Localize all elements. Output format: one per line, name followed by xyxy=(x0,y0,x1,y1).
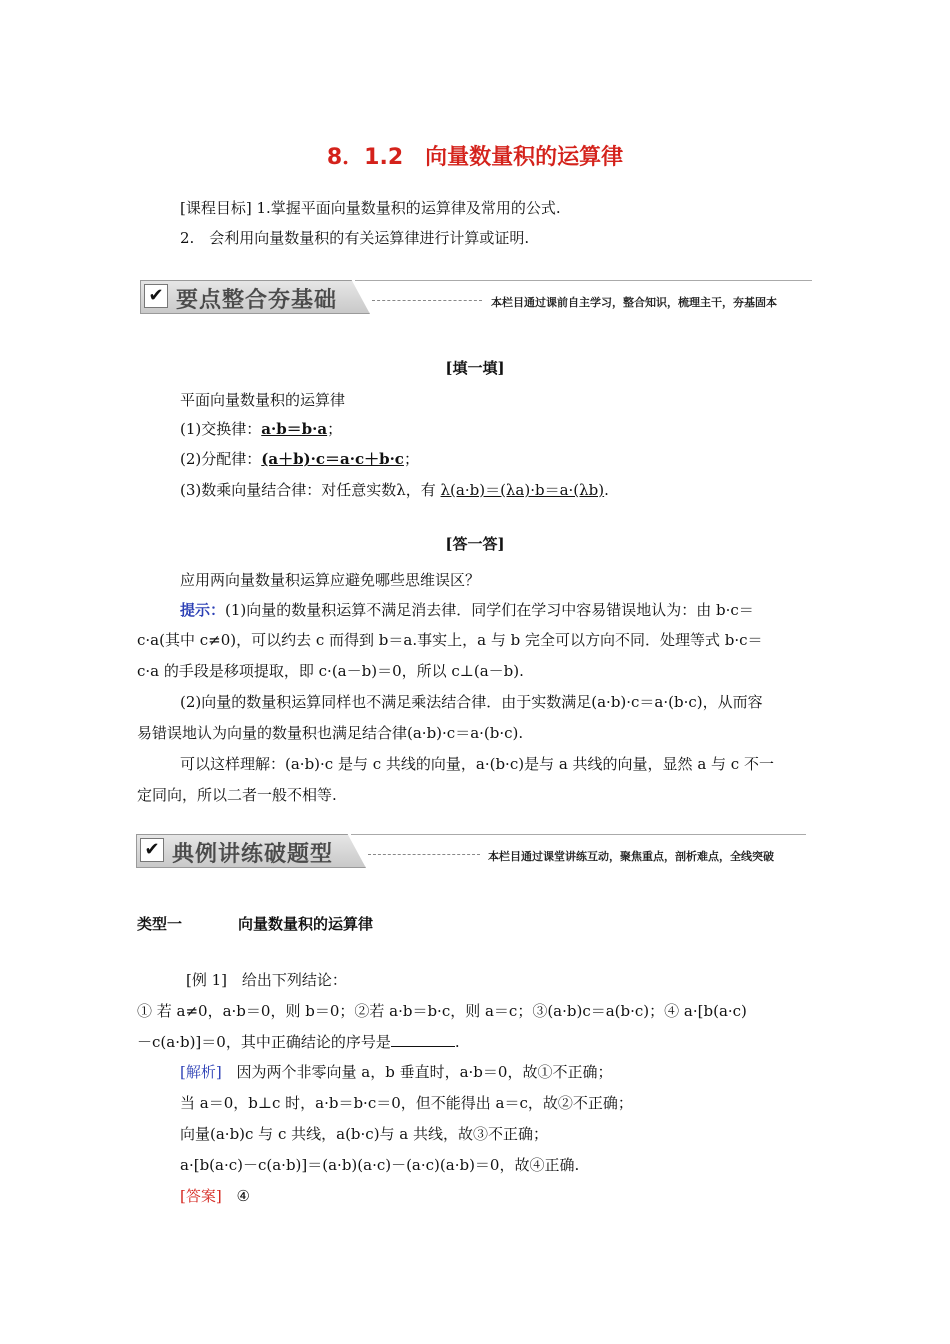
example-line-1: ① 若 a≠0，a·b＝0，则 b＝0；②若 a·b＝b·c，则 a＝c；③(a·b)c＝a(b·c)；④ a·[b(a·c) xyxy=(137,1002,747,1020)
banner-top-rule xyxy=(351,834,806,835)
objectives-line-1 xyxy=(180,198,561,218)
hint-line-3: c·a 的手段是移项提取，即 c·(a－b)＝0，所以 c⊥(a－b). xyxy=(137,662,524,680)
law-scalar-associative xyxy=(180,480,609,500)
fill-heading: [填一填] xyxy=(445,359,505,377)
law3-label: (3)数乘向量结合律：对任意实数λ，有 xyxy=(180,481,436,499)
law2-label: (2)分配律： xyxy=(180,450,262,468)
section-banner-basics xyxy=(140,280,812,314)
law3-formula: λ(a·b)＝(λa)·b＝a·(λb) xyxy=(440,481,605,499)
law1-formula: a·b＝b·a xyxy=(261,420,328,438)
hint-line-2: c·a(其中 c≠0)，可以约去 c 而得到 b＝a.事实上，a 与 b 完全可以方向不同．处理等式 b·c＝ xyxy=(137,631,763,649)
example-line-2 xyxy=(137,1032,460,1052)
check-icon: ✔ xyxy=(140,838,164,862)
hint-line-7: 定同向，所以二者一般不相等. xyxy=(137,786,337,804)
example-intro xyxy=(186,970,347,990)
law-distributive xyxy=(180,449,419,469)
law3-end: . xyxy=(604,481,609,499)
law2-end: ； xyxy=(403,450,419,468)
answer-tag: [答案] xyxy=(180,1187,222,1205)
solution-tag: [解析] xyxy=(180,1063,222,1081)
hint-line-6: 可以这样理解：(a·b)·c 是与 c 共线的向量，a·(b·c)是与 a 共线的向量，显然 a 与 c 不一 xyxy=(180,755,774,773)
law2-formula: (a＋b)·c＝a·c＋b·c xyxy=(261,450,404,468)
hint-line-1 xyxy=(180,600,754,620)
hint-line-5: 易错误地认为向量的数量积也满足结合律(a·b)·c＝a·(b·c). xyxy=(137,724,524,742)
solution-line-4: a·[b(a·c)－c(a·b)]＝(a·b)(a·c)－(a·c)(a·b)＝0，故④正确. xyxy=(180,1156,580,1174)
fill-subheading: 平面向量数量积的运算律 xyxy=(180,391,346,409)
law1-label: (1)交换律： xyxy=(180,420,262,438)
answer-blank xyxy=(391,1032,455,1047)
example-line2-end: . xyxy=(454,1033,460,1051)
section-label: 典例讲练破题型 xyxy=(172,842,334,867)
section-banner-examples xyxy=(136,834,808,868)
answer-question: 应用两向量数量积运算应避免哪些思维误区？ xyxy=(180,571,481,589)
banner-dash-rule xyxy=(368,854,480,855)
example-tag: [例 1] xyxy=(186,971,228,989)
hint1-text-1: (1)向量的数量积运算不满足消去律．同学们在学习中容易错误地认为：由 b·c＝ xyxy=(225,601,754,619)
type-label: 类型一 xyxy=(137,915,183,933)
hint-line-4: (2)向量的数量积运算同样也不满足乘法结合律．由于实数满足(a·b)·c＝a·(b·c)，从而容 xyxy=(180,693,763,711)
section-label: 要点整合夯基础 xyxy=(176,288,338,313)
example-text: 给出下列结论： xyxy=(241,971,347,989)
objectives-tag: [课程目标] xyxy=(180,199,252,217)
objective-1: 1.掌握平面向量数量积的运算律及常用的公式. xyxy=(256,199,561,217)
objective-2: 2. 会利用向量数量积的有关运算律进行计算或证明. xyxy=(180,229,530,247)
answer-value: ④ xyxy=(236,1187,250,1205)
solution-text-1: 因为两个非零向量 a，b 垂直时，a·b＝0，故①不正确； xyxy=(236,1063,613,1081)
answer-heading: [答一答] xyxy=(445,535,505,553)
solution-line-1 xyxy=(180,1062,612,1082)
hint-label: 提示： xyxy=(180,601,226,619)
section-note: 本栏目通过课堂讲练互动，聚焦重点，剖析难点，全线突破 xyxy=(488,850,774,863)
final-answer xyxy=(180,1186,250,1206)
solution-line-2: 当 a＝0，b⊥c 时，a·b＝b·c＝0，但不能得出 a＝c，故②不正确； xyxy=(180,1094,633,1112)
section-note: 本栏目通过课前自主学习，整合知识，梳理主干，夯基固本 xyxy=(491,296,777,309)
law1-end: ； xyxy=(327,420,343,438)
type-title: 向量数量积的运算律 xyxy=(238,915,374,933)
solution-line-3: 向量(a·b)c 与 c 共线，a(b·c)与 a 共线，故③不正确； xyxy=(180,1125,549,1143)
page-title: 8．1.2 向量数量积的运算律 xyxy=(326,145,624,170)
banner-top-rule xyxy=(355,280,812,281)
check-icon: ✔ xyxy=(144,284,168,308)
banner-dash-rule xyxy=(372,300,482,301)
law-commutative xyxy=(180,419,342,439)
example-line2-text: －c(a·b)]＝0，其中正确结论的序号是 xyxy=(137,1033,391,1051)
